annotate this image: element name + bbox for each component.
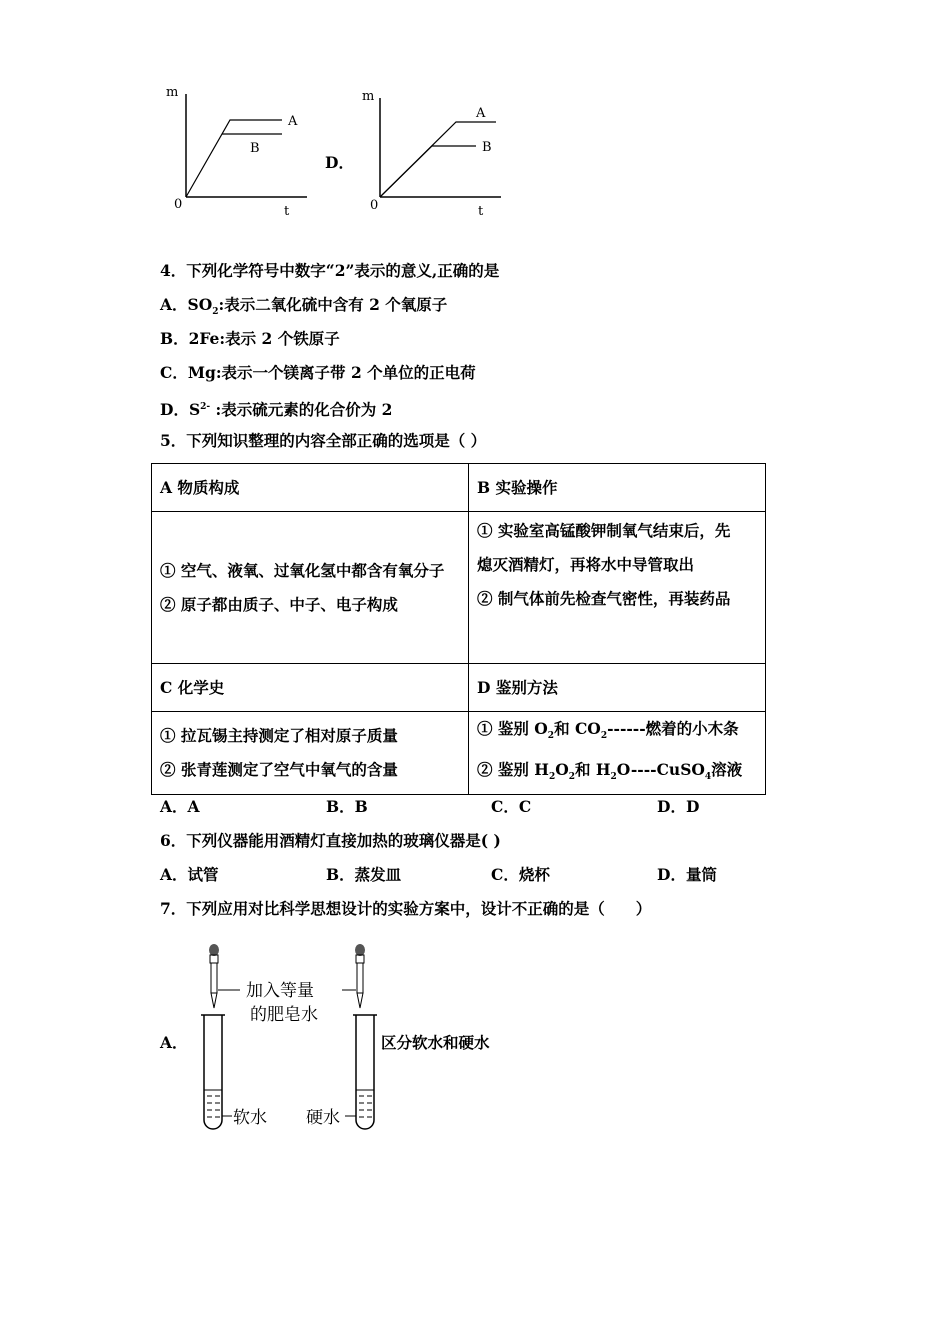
d-item-1: ① 鉴别 $O_2$和 $CO_2------$燃着的小木条 (477, 719, 739, 742)
line-b-label: B (250, 141, 260, 156)
soap-water-experiment-figure (190, 938, 385, 1138)
q4-stem: 4．下列化学符号中数字“2”表示的意义,正确的是 (160, 261, 500, 280)
q6-option-b[interactable]: B．蒸发皿 (326, 865, 402, 884)
graph-option-c (160, 82, 310, 222)
q4-option-b: B．2Fe:表示 2 个铁原子 (160, 329, 340, 348)
figure-label-line-1: 加入等量 (246, 981, 314, 1001)
q6-option-d[interactable]: D．量筒 (657, 865, 717, 884)
knowledge-table (151, 463, 766, 795)
q4-a-post: :表示二氧化硫中含有 2 个氧原子 (218, 295, 448, 314)
cell-d-head: D 鉴别方法 (469, 664, 766, 712)
cell-b-body (469, 512, 766, 664)
b-item-2: ② 制气体前先检查气密性，再装药品 (477, 589, 731, 608)
c-item-1: ① 拉瓦锡主持测定了相对原子质量 (160, 726, 398, 746)
q6-stem: 6．下列仪器能用酒精灯直接加热的玻璃仪器是( ) (160, 831, 501, 850)
y-axis-label: m (362, 89, 375, 104)
line-a-label: A (288, 114, 298, 129)
figure-label-line-2: 的肥皂水 (250, 1005, 318, 1025)
cell-c-head: C 化学史 (152, 664, 469, 712)
right-tube-label: 硬水 (306, 1108, 340, 1128)
q5-option-c[interactable]: C．C (491, 797, 532, 816)
q4-d-pre: D．S (160, 400, 201, 420)
left-tube-label: 软水 (233, 1108, 267, 1128)
q7-option-a-text: 区分软水和硬水 (381, 1033, 490, 1052)
c-item-2: ② 张青莲测定了空气中氧气的含量 (160, 760, 398, 780)
cell-a-head: A 物质构成 (152, 464, 469, 512)
origin-label: 0 (174, 197, 183, 212)
d-item-2: ② 鉴别 $H_2O_2$和 $H_2O----CuSO_4$溶液 (477, 760, 743, 783)
q4-d-sup: 2- (200, 402, 211, 412)
cell-b-head: B 实验操作 (469, 464, 766, 512)
q5-stem: 5．下列知识整理的内容全部正确的选项是（ ） (160, 431, 487, 450)
q5-option-b[interactable]: B．B (326, 797, 368, 816)
b-item-1b: 熄灭酒精灯，再将水中导管取出 (477, 555, 695, 574)
q4-option-d (160, 397, 392, 420)
q4-a-pre: A．SO (160, 295, 213, 314)
cell-a-body (152, 512, 469, 664)
b-item-1a: ① 实验室高锰酸钾制氧气结束后，先 (477, 521, 731, 540)
a-item-1: ① 空气、液氧、过氧化氢中都含有氧分子 (160, 560, 445, 580)
q4-option-c: C．Mg:表示一个镁离子带 2 个单位的正电荷 (160, 363, 476, 382)
q5-option-d[interactable]: D．D (657, 797, 700, 816)
q6-option-a[interactable]: A．试管 (160, 865, 219, 884)
x-axis-label: t (284, 204, 290, 219)
line-a-label: A (476, 106, 486, 121)
cell-d-body (469, 712, 766, 795)
option-d-label: D． (325, 153, 354, 172)
cell-c-body (152, 712, 469, 795)
q4-d-post: :表示硫元素的化合价为 2 (210, 400, 393, 420)
line-b-label: B (482, 140, 492, 155)
q7-stem: 7．下列应用对比科学思想设计的实验方案中，设计不正确的是（ ） (160, 899, 652, 918)
y-axis-label: m (166, 85, 179, 100)
graph-option-d (356, 82, 506, 222)
origin-label: 0 (370, 198, 379, 213)
q4-a-sub: 2 (212, 307, 219, 318)
a-item-2: ② 原子都由质子、中子、电子构成 (160, 594, 398, 614)
q7-option-a-label[interactable]: A． (160, 1033, 188, 1052)
q6-option-c[interactable]: C．烧杯 (491, 865, 550, 884)
q5-option-a[interactable]: A．A (160, 797, 200, 816)
x-axis-label: t (478, 204, 484, 219)
q4-option-a (160, 295, 447, 322)
